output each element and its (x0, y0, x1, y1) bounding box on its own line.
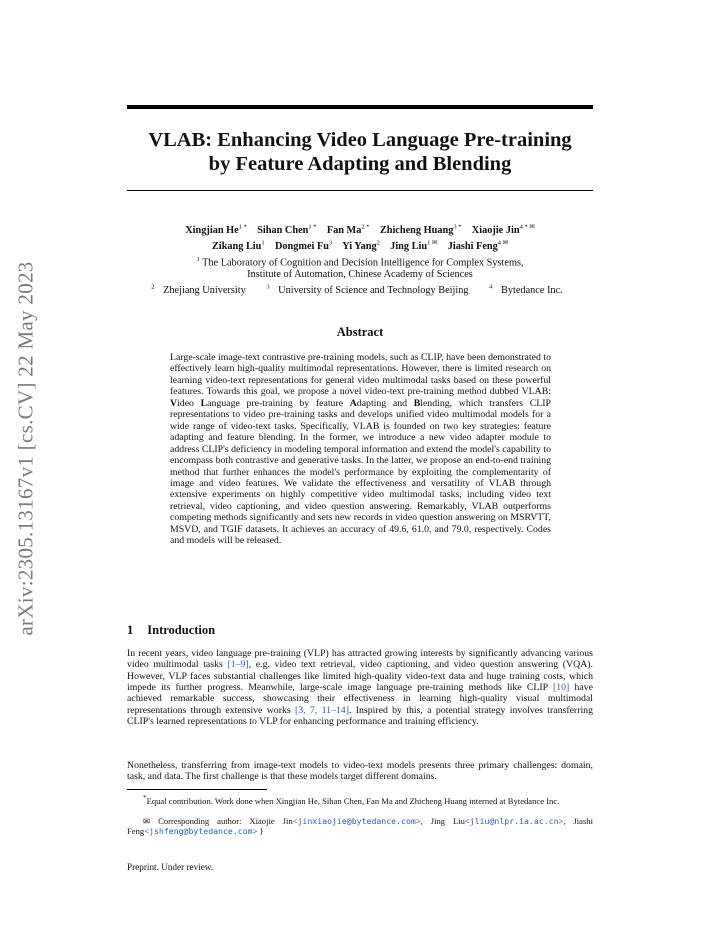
author: Jiashi Feng$^{4 ✉}$ (447, 239, 509, 253)
email-link[interactable]: jshfeng@bytedance.com (149, 826, 253, 837)
footnote-equal-contribution: *Equal contribution. Work done when Xingjian He, Sihan Chen, Fan Ma and Zhicheng Huang interned at Bytedance Inc. (143, 794, 560, 806)
email-link[interactable]: jinxiaojie@bytedance.com (297, 816, 416, 826)
preprint-note: Preprint. Under review. (127, 862, 214, 872)
title-line-1: VLAB: Enhancing Video Language Pre-training (148, 129, 572, 151)
author: Sihan Chen$^{1 *}$ (257, 224, 317, 237)
author: Xingjian $He^{1 *}$ (185, 224, 247, 237)
citation-link[interactable]: [3, 7, 11–14] (294, 704, 349, 716)
intro-paragraph-2: Nonetheless, transferring from image-text models to video-text models presents three primary challenges: domain, task, and data. The first challenge is that these models target different domains. (127, 760, 593, 783)
affiliation-3: $^3$ University of Science and Technology Beijing (266, 283, 469, 297)
affiliation-1-cont: Institute of Automation, Chinese Academy of Sciences (247, 269, 473, 281)
author: Zikang Liu$^1$ (211, 239, 265, 253)
section-heading-introduction: 1 Introduction (127, 623, 216, 637)
title-rule-bottom (127, 190, 593, 191)
citation-link[interactable]: [10] (552, 682, 570, 694)
title-line-2: by Feature Adapting and Blending (208, 153, 512, 175)
affiliation-1: $^1$ The Laboratory of Cognition and Decision Intelligence for Complex Systems, (196, 255, 524, 269)
abstract-heading: Abstract (336, 325, 384, 339)
author: Xiaojie Jin$^{4 * ✉}$ (471, 224, 535, 237)
author-names-row1 (127, 222, 593, 238)
title-rule-top (127, 105, 593, 109)
arxiv-sidebar (6, 238, 46, 658)
author: Dongmei Fu$^3$ (274, 239, 333, 253)
paper-title (127, 128, 593, 176)
author: Yi Yang$^2$ (342, 239, 380, 253)
author-names-row2 (127, 238, 593, 254)
intro-paragraph-1: In recent years, video language pre-training (VLP) has attracted growing interests by significantly advancing various video multimodal tasks [1–9], e.g. video text retrieval, video captioning, and video question answering (VQA). However, VLP faces substantial challenges like limited high-quality video-text data and huge training costs, which impede its further progress. Meanwhile, large-scale image language pre-training methods like CLIP [10] have achieved remarkable success, showcasing their effectiveness in learning high-quality visual multimodal representations through extensive works [3, 7, 11–14]. Inspired by this, a potential strategy involves transferring CLIP's learned representations to VLP for enhancing performance and training efficiency. (127, 648, 593, 728)
citation-link[interactable]: [1–9] (227, 659, 249, 671)
arxiv-id[interactable]: arXiv:2305.13167v1 [cs.CV] 22 May 2023 (13, 260, 38, 636)
author: Jing Liu$^{1 ✉}$ (390, 239, 438, 253)
email-link[interactable]: jliu@nlpr.ia.ac.cn (469, 816, 559, 826)
footnote-rule (127, 789, 267, 790)
author-block (127, 222, 593, 298)
affiliation-2: $^2$ Zhejiang University (151, 283, 246, 297)
abstract-body: Large-scale image-text contrastive pre-training models, such as CLIP, have been demonstrated to effectively learn high-quality multimodal representations. However, there is limited research on learning video-text representations for general video multimodal tasks based on these powerful features. Towards this goal, we propose a novel video-text pre-training method dubbed VLAB: Video Language pre-training by feature Adapting and Blending, which transfers CLIP representations to video pre-training tasks and develops unified video multimodal models for a wide range of video-text tasks. Specifically, VLAB is founded on two key strategies: feature adapting and feature blending. In the former, we introduce a new video adapter module to address CLIP's deficiency in modeling temporal information and extend the model's capability to encompass both contrastive and generative tasks. In the latter, we propose an end-to-end training method that further enhances the model's performance by exploiting the complementarity of image and video features. We validate the effectiveness and versatility of VLAB through extensive experiments on highly competitive video multimodal tasks, including video text retrieval, video captioning, and video question answering. Remarkably, VLAB outperforms competing methods significantly and sets new records in video question answering on MSRVTT, MSVD, and TGIF datasets. It achieves an accuracy of 49.6, 61.0, and 79.0, respectively. Codes and models will be released. (170, 352, 551, 547)
affiliation-4: $^4$ Bytedance Inc. (489, 283, 563, 297)
author: Fan $Ma^{2 *}$ (326, 224, 370, 237)
affiliations-row (127, 282, 593, 298)
author: Zhicheng Huang$^{3 *}$ (379, 224, 462, 237)
footnote-corresponding-author: ✉ Corresponding author: Xiaojie Jin<jinxiaojie@bytedance.com>, Jing Liu<jliu@nlpr.ia.ac.cn>, Jiashi Feng<jshfeng@bytedance.com> } (127, 816, 593, 837)
